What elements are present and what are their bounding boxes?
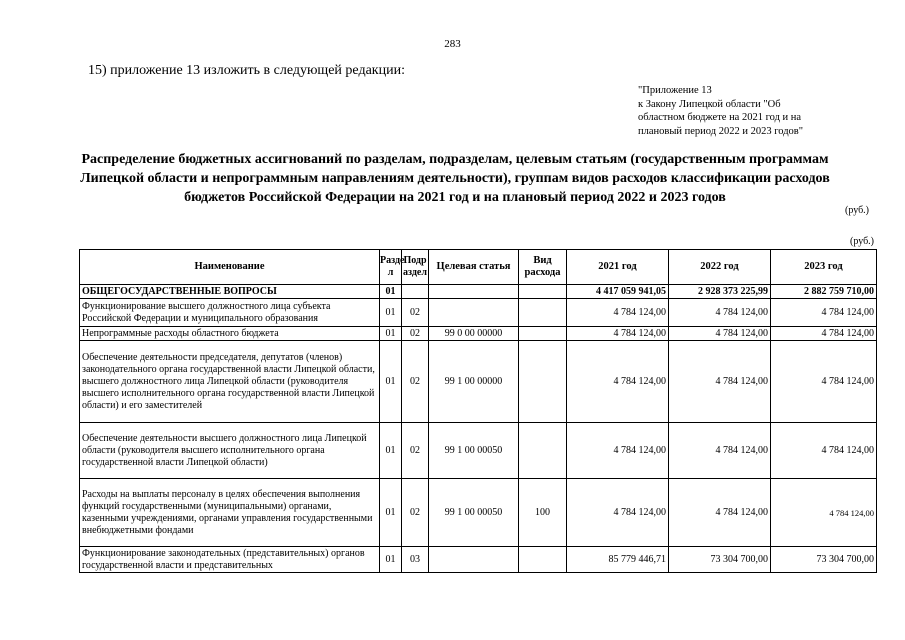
row-2022: 4 784 124,00 (669, 479, 771, 547)
table-row (80, 299, 877, 327)
header-year-2023: 2023 год (771, 250, 877, 285)
row-2022: 73 304 700,00 (669, 547, 771, 573)
row-2021: 4 784 124,00 (567, 341, 669, 423)
header-subsection: Подр аздел (402, 250, 429, 285)
row-2023: 4 784 124,00 (771, 341, 877, 423)
row-target (429, 299, 519, 327)
table-row (80, 341, 877, 423)
row-target: 99 1 00 00050 (429, 479, 519, 547)
header-target-article: Целевая статья (429, 250, 519, 285)
row-2021: 4 784 124,00 (567, 299, 669, 327)
row-section: 01 (380, 547, 402, 573)
row-2022: 2 928 373 225,99 (669, 285, 771, 299)
row-2023: 2 882 759 710,00 (771, 285, 877, 299)
row-type (519, 547, 567, 573)
row-target: 99 1 00 00000 (429, 341, 519, 423)
row-section: 01 (380, 479, 402, 547)
currency-unit-label: (руб.) (845, 205, 869, 216)
budget-table (79, 249, 877, 573)
row-section: 01 (380, 341, 402, 423)
currency-unit-label: (руб.) (850, 236, 874, 247)
row-type (519, 327, 567, 341)
row-2021: 4 784 124,00 (567, 423, 669, 479)
row-section: 01 (380, 327, 402, 341)
row-name: Функционирование законодательных (представительных) органов государственной власти и представительных (80, 547, 380, 573)
row-target (429, 285, 519, 299)
row-2021: 85 779 446,71 (567, 547, 669, 573)
row-subsection: 02 (402, 299, 429, 327)
table-header-row (80, 250, 877, 285)
row-2023: 73 304 700,00 (771, 547, 877, 573)
row-2022: 4 784 124,00 (669, 423, 771, 479)
header-year-2022: 2022 год (669, 250, 771, 285)
row-name: Обеспечение деятельности председателя, депутатов (членов) законодательного органа государственной власти Липецкой области, высшего должностного лица Липецкой области (руководителя высшего исполнительного органа государственной власти Липецкой области) и его заместителей (80, 341, 380, 423)
row-type (519, 423, 567, 479)
row-subsection: 02 (402, 341, 429, 423)
row-2023: 4 784 124,00 (771, 479, 877, 547)
page-number: 283 (444, 38, 461, 50)
row-type (519, 341, 567, 423)
row-section: 01 (380, 299, 402, 327)
header-section: Разде л (380, 250, 402, 285)
row-subsection: 02 (402, 423, 429, 479)
row-2021: 4 784 124,00 (567, 479, 669, 547)
row-2022: 4 784 124,00 (669, 327, 771, 341)
row-target: 99 0 00 00000 (429, 327, 519, 341)
header-name: Наименование (80, 250, 380, 285)
row-subsection: 03 (402, 547, 429, 573)
row-name: Непрограммные расходы областного бюджета (80, 327, 380, 341)
row-target: 99 1 00 00050 (429, 423, 519, 479)
row-2023: 4 784 124,00 (771, 423, 877, 479)
row-type: 100 (519, 479, 567, 547)
row-2023: 4 784 124,00 (771, 327, 877, 341)
row-2021: 4 417 059 941,05 (567, 285, 669, 299)
row-2022: 4 784 124,00 (669, 341, 771, 423)
row-type (519, 299, 567, 327)
row-name: Обеспечение деятельности высшего должностного лица Липецкой области (руководителя высшего исполнительного органа государственной власти Липецкой области) (80, 423, 380, 479)
header-year-2021: 2021 год (567, 250, 669, 285)
table-row (80, 327, 877, 341)
row-name: Расходы на выплаты персоналу в целях обеспечения выполнения функций государственными (муниципальными) органами, казенными учреждениями, органами управления государственными внебюджетными фондами (80, 479, 380, 547)
row-name: Функционирование высшего должностного лица субъекта Российской Федерации и муниципального образования (80, 299, 380, 327)
row-type (519, 285, 567, 299)
row-subsection (402, 285, 429, 299)
appendix-reference: "Приложение 13 к Закону Липецкой области "Об областном бюджете на 2021 год и на плановый период 2022 и 2023 годов" (638, 85, 804, 137)
header-expense-type: Вид расхода (519, 250, 567, 285)
row-section: 01 (380, 285, 402, 299)
row-subsection: 02 (402, 479, 429, 547)
row-subsection: 02 (402, 327, 429, 341)
row-2023: 4 784 124,00 (771, 299, 877, 327)
document-title: Распределение бюджетных ассигнований по разделам, подразделам, целевым статьям (государственным программам Липецкой области и непрограммным направлениям деятельности), группам видов расходов классификации расходов бюджетов Российской Федерации на 2021 год и на плановый период 2022 и 2023 годов (80, 152, 830, 205)
table-row (80, 547, 877, 573)
row-name: ОБЩЕГОСУДАРСТВЕННЫЕ ВОПРОСЫ (80, 285, 380, 299)
amendment-intro: 15) приложение 13 изложить в следующей редакции: (88, 63, 405, 78)
row-2022: 4 784 124,00 (669, 299, 771, 327)
table-row (80, 285, 877, 299)
row-section: 01 (380, 423, 402, 479)
row-2021: 4 784 124,00 (567, 327, 669, 341)
row-target (429, 547, 519, 573)
table-row (80, 423, 877, 479)
table-row (80, 479, 877, 547)
